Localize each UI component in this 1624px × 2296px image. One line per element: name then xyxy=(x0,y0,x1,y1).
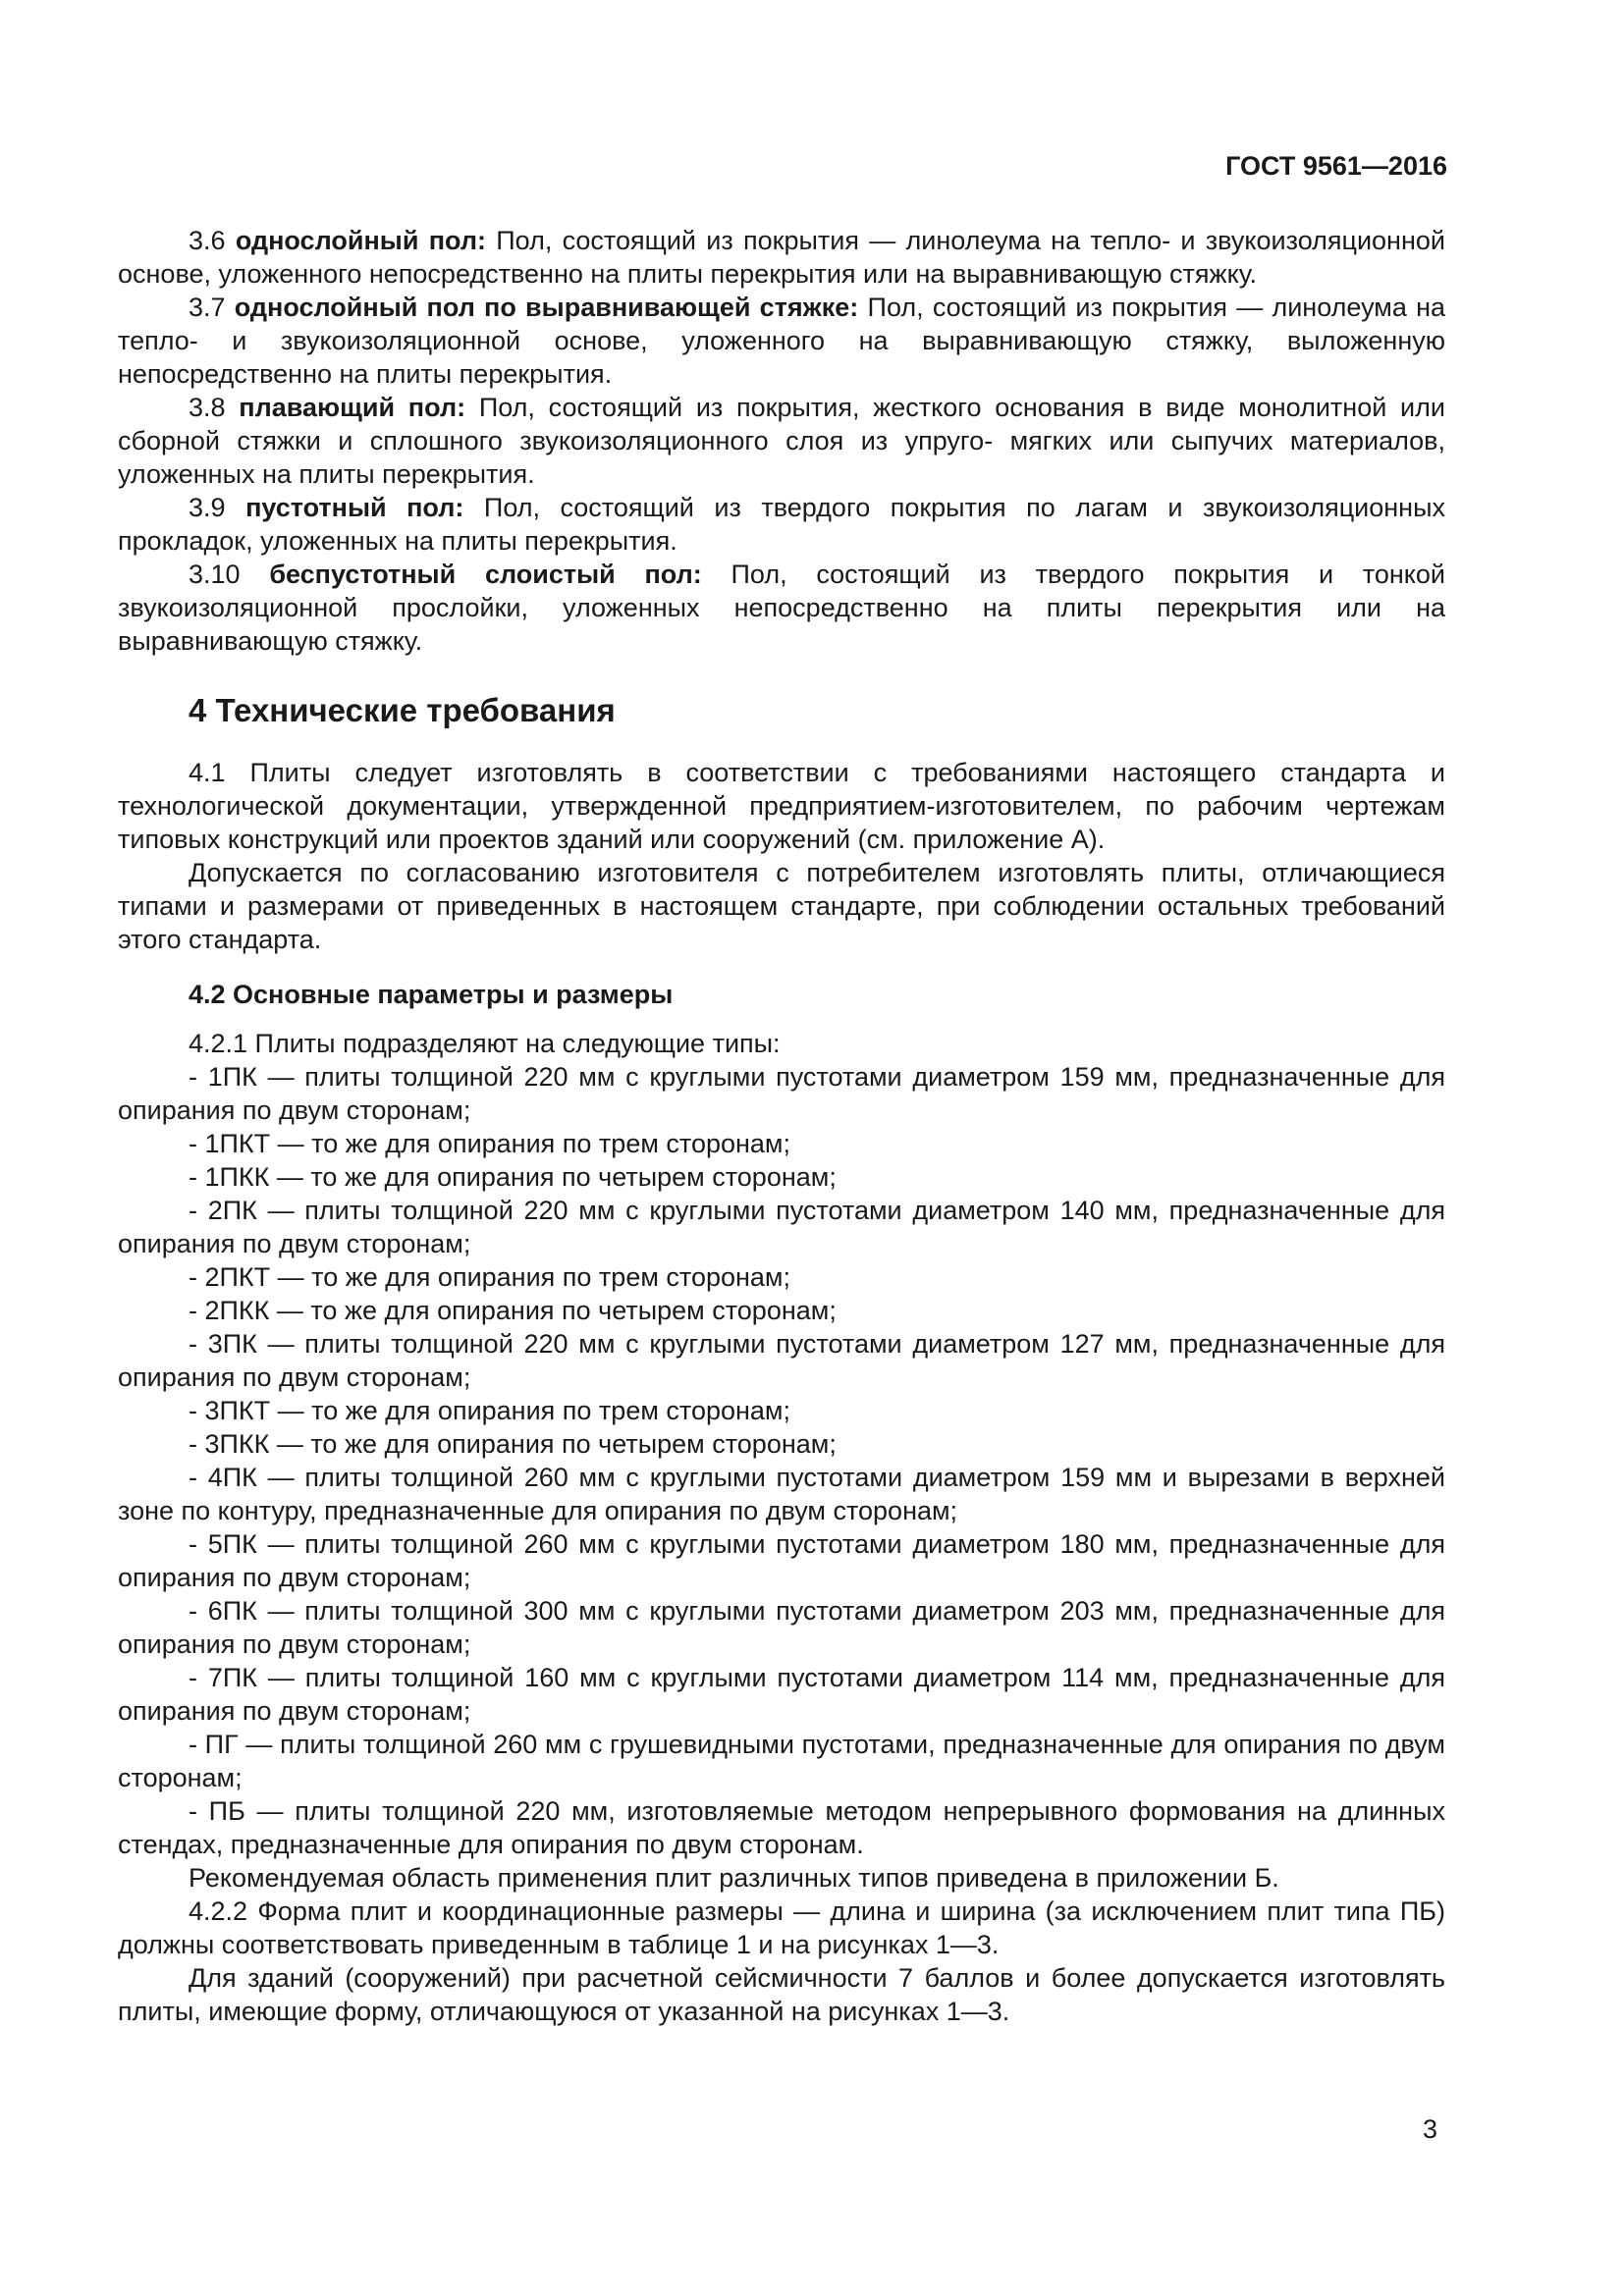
page-content xyxy=(118,224,1445,2028)
definition-3-8: 3.8 плавающий пол: Пол, состоящий из покрытия, жесткого основания в виде монолитной или сборной стяжки и сплошного звукоизоляционного слоя из упруго- мягких или сыпучих материалов, уложенных на плиты перекрытия. xyxy=(118,393,1445,489)
list-item: - 2ПКТ — то же для опирания по трем сторонам; xyxy=(189,1262,790,1292)
definition-3-9: 3.9 пустотный пол: Пол, состоящий из твердого покрытия по лагам и звукоизоляционных прокладок, уложенных на плиты перекрытия. xyxy=(118,493,1445,556)
page-number: 3 xyxy=(1422,2114,1437,2144)
document-header: ГОСТ 9561—2016 xyxy=(1225,151,1447,181)
paragraph-4-2-2-note: Для зданий (сооружений) при расчетной сейсмичности 7 баллов и более допускается изготовлять плиты, имеющие форму, отличающуюся от указанной на рисунках 1—3. xyxy=(118,1963,1445,2026)
term: беспустотный слоистый пол: xyxy=(269,560,702,589)
subsection-heading: 4.2 Основные параметры и размеры xyxy=(189,980,674,1009)
paragraph-recommendation: Рекомендуемая область применения плит различных типов приведена в приложении Б. xyxy=(189,1863,1279,1893)
term: плавающий пол: xyxy=(239,393,466,422)
paragraph-4-1-note: Допускается по согласованию изготовителя с потребителем изготовлять плиты, отличающиеся типами и размерами от приведенных в настоящем стандарте, при соблюдении остальных требований этого стандарта. xyxy=(118,858,1445,954)
list-item: - 3ПКК — то же для опирания по четырем сторонам; xyxy=(189,1429,837,1459)
list-item: - 3ПКТ — то же для опирания по трем сторонам; xyxy=(189,1396,790,1425)
definition-3-6: 3.6 однослойный пол: Пол, состоящий из покрытия — линолеума на тепло- и звукоизоляционной основе, уложенного непосредственно на плиты перекрытия или на выравнивающую стяжку. xyxy=(118,226,1445,289)
list-item: - 1ПК — плиты толщиной 220 мм с круглыми пустотами диаметром 159 мм, предназначенные для опирания по двум сторонам; xyxy=(118,1062,1445,1125)
list-item: - ПБ — плиты толщиной 220 мм, изготовляемые методом непрерывного формования на длинных стендах, предназначенные для опирания по двум сторонам. xyxy=(118,1796,1445,1859)
definition-3-7: 3.7 однослойный пол по выравнивающей стяжке: Пол, состоящий из покрытия — линолеума на тепло- и звукоизоляционной основе, уложенного на выравнивающую стяжку, выложенную непосредственно на плиты перекрытия. xyxy=(118,293,1445,389)
paragraph-4-2-2: 4.2.2 Форма плит и координационные размеры — длина и ширина (за исключением плит типа ПБ) должны соответствовать приведенным в таблице 1 и на рисунках 1—3. xyxy=(118,1896,1445,1959)
term: однослойный пол: xyxy=(235,226,486,255)
list-item: - 2ПК — плиты толщиной 220 мм с круглыми пустотами диаметром 140 мм, предназначенные для опирания по двум сторонам; xyxy=(118,1196,1445,1258)
paragraph-4-1: 4.1 Плиты следует изготовлять в соответствии с требованиями настоящего стандарта и технологической документации, утвержденной предприятием-изготовителем, по рабочим чертежам типовых конструкций или проектов зданий или сооружений (см. приложение А). xyxy=(118,758,1445,854)
term: однослойный пол по выравнивающей стяжке: xyxy=(234,293,859,322)
list-item: - 6ПК — плиты толщиной 300 мм с круглыми пустотами диаметром 203 мм, предназначенные для опирания по двум сторонам; xyxy=(118,1596,1445,1659)
list-item: - 1ПКК — то же для опирания по четырем сторонам; xyxy=(189,1162,837,1192)
list-item: - 5ПК — плиты толщиной 260 мм с круглыми пустотами диаметром 180 мм, предназначенные для опирания по двум сторонам; xyxy=(118,1529,1445,1592)
list-item: - 3ПК — плиты толщиной 220 мм с круглыми пустотами диаметром 127 мм, предназначенные для опирания по двум сторонам; xyxy=(118,1329,1445,1392)
section-heading: 4 Технические требования xyxy=(189,692,616,728)
list-item: - ПГ — плиты толщиной 260 мм с грушевидными пустотами, предназначенные для опирания по двум сторонам; xyxy=(118,1730,1445,1792)
list-item: - 1ПКТ — то же для опирания по трем сторонам; xyxy=(189,1129,790,1158)
paragraph-4-2-1: 4.2.1 Плиты подразделяют на следующие типы: xyxy=(189,1029,781,1058)
list-item: - 4ПК — плиты толщиной 260 мм с круглыми пустотами диаметром 159 мм и вырезами в верхней зоне по контуру, предназначенные для опирания по двум сторонам; xyxy=(118,1463,1445,1525)
list-item: - 2ПКК — то же для опирания по четырем сторонам; xyxy=(189,1296,837,1325)
list-item: - 7ПК — плиты толщиной 160 мм с круглыми пустотами диаметром 114 мм, предназначенные для опирания по двум сторонам; xyxy=(118,1663,1445,1726)
term: пустотный пол: xyxy=(245,493,464,522)
definition-3-10: 3.10 беспустотный слоистый пол: Пол, состоящий из твердого покрытия и тонкой звукоизоляционной прослойки, уложенных непосредственно на плиты перекрытия или на выравнивающую стяжку. xyxy=(118,560,1445,656)
